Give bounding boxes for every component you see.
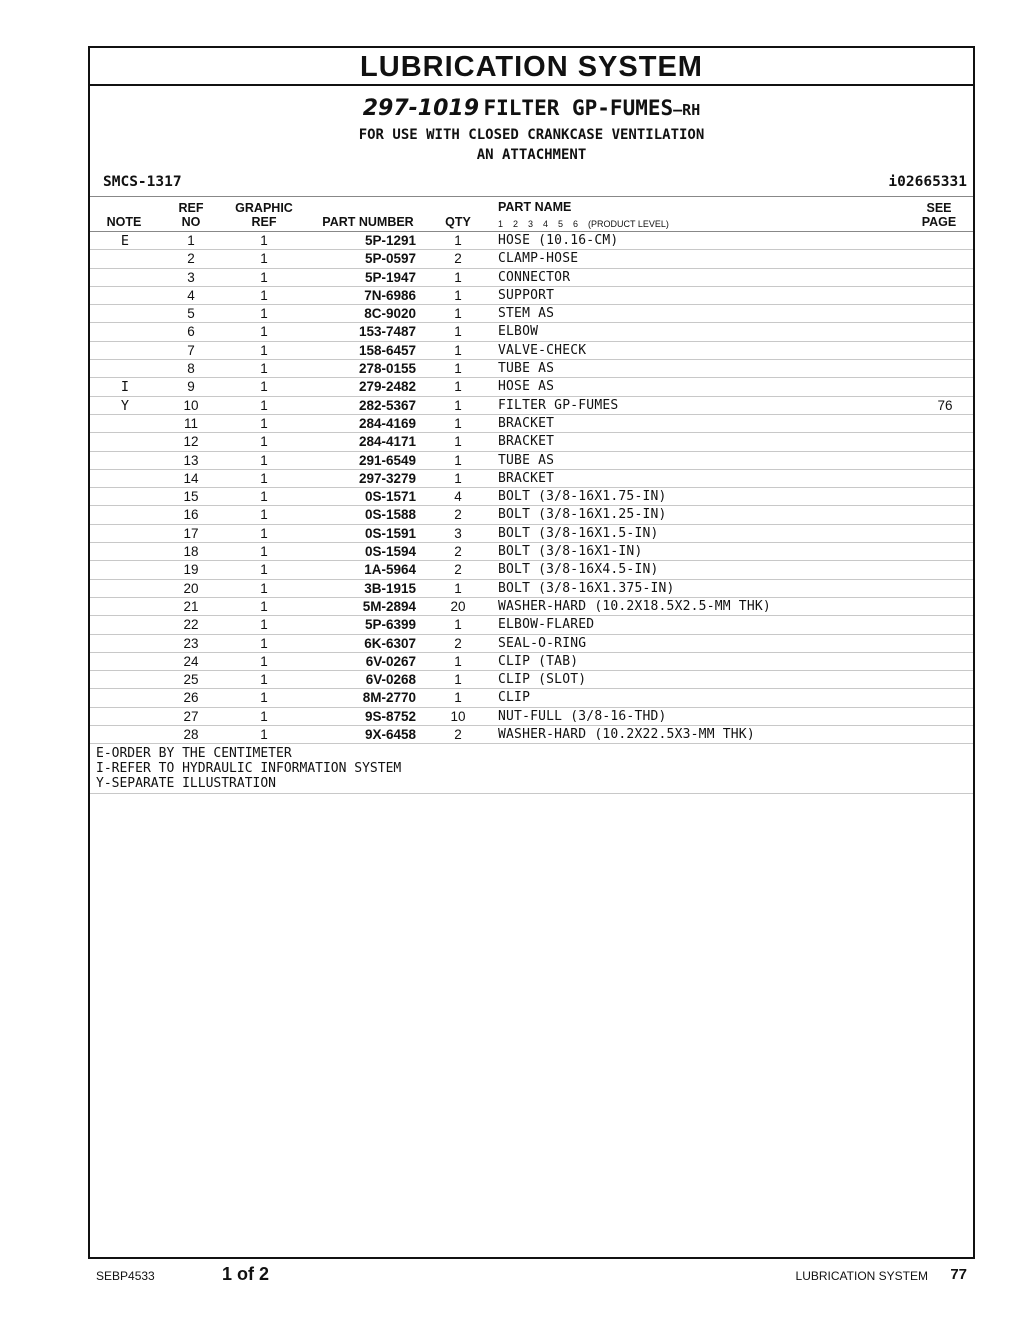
parts-page-frame — [88, 46, 975, 1259]
note-i: I-REFER TO HYDRAULIC INFORMATION SYSTEM — [96, 761, 402, 777]
row-part-name: CLIP (TAB) — [498, 653, 579, 669]
row-ref-no: 12 — [183, 434, 199, 450]
table-row — [90, 452, 973, 470]
row-part-name: CLIP (SLOT) — [498, 672, 587, 688]
row-part-name: BRACKET — [498, 434, 555, 450]
row-graphic-ref: 1 — [260, 452, 268, 468]
row-graphic-ref: 1 — [260, 580, 268, 596]
row-qty: 2 — [454, 544, 462, 560]
row-ref-no: 2 — [187, 251, 195, 267]
row-part-name: BOLT (3/8-16X1-IN) — [498, 544, 643, 560]
row-part-number: 0S-1594 — [364, 544, 416, 560]
row-ref-no: 7 — [187, 342, 195, 358]
row-qty: 3 — [454, 525, 462, 541]
row-graphic-ref: 1 — [260, 361, 268, 377]
row-qty: 10 — [450, 708, 466, 724]
row-graphic-ref: 1 — [260, 653, 268, 669]
note-e: E-ORDER BY THE CENTIMETER — [96, 746, 292, 762]
group-number: 297-1019 — [362, 96, 480, 121]
row-qty: 1 — [454, 415, 462, 431]
illustration-code: i02665331 — [888, 174, 967, 190]
table-row — [90, 250, 973, 268]
row-qty: 2 — [454, 727, 462, 743]
row-part-number: 5M-2894 — [362, 598, 416, 614]
row-part-number: 0S-1588 — [364, 507, 416, 523]
row-part-name: HOSE (10.16-CM) — [498, 233, 619, 248]
table-row — [90, 287, 973, 305]
row-ref-no: 13 — [183, 452, 199, 468]
table-row — [90, 415, 973, 433]
footer-section: LUBRICATION SYSTEM — [795, 1269, 928, 1283]
row-graphic-ref: 1 — [260, 470, 268, 486]
row-qty: 1 — [454, 306, 462, 322]
row-part-name: ELBOW-FLARED — [498, 617, 595, 633]
row-graphic-ref: 1 — [260, 489, 268, 505]
row-part-name: TUBE AS — [498, 452, 555, 468]
row-graphic-ref: 1 — [260, 672, 268, 688]
row-qty: 1 — [454, 287, 462, 303]
row-part-number: 297-3279 — [358, 470, 416, 486]
row-part-number: 5P-1947 — [364, 269, 416, 285]
row-ref-no: 17 — [183, 525, 199, 541]
row-part-name: TUBE AS — [498, 361, 555, 377]
row-note: I — [120, 379, 130, 396]
table-row — [90, 232, 973, 250]
row-graphic-ref: 1 — [260, 525, 268, 541]
row-qty: 1 — [454, 342, 462, 358]
row-graphic-ref: 1 — [260, 233, 268, 248]
row-ref-no: 26 — [183, 690, 199, 706]
row-part-number: 8C-9020 — [364, 306, 416, 322]
header-ref-bottom: NO — [181, 215, 201, 229]
row-part-number: 7N-6986 — [364, 287, 416, 303]
table-row — [90, 378, 973, 396]
row-ref-no: 8 — [187, 361, 195, 377]
row-part-name: STEM AS — [498, 306, 555, 322]
row-ref-no: 25 — [183, 672, 199, 688]
row-part-name: HOSE AS — [498, 379, 555, 395]
row-qty: 1 — [454, 233, 462, 248]
table-row — [90, 580, 973, 598]
row-part-name: WASHER-HARD (10.2X18.5X2.5-MM THK) — [498, 598, 771, 614]
row-ref-no: 6 — [187, 324, 195, 340]
row-part-name: SEAL-O-RING — [498, 635, 587, 651]
row-ref-no: 16 — [183, 507, 199, 523]
row-ref-no: 9 — [187, 379, 195, 395]
row-part-name: BOLT (3/8-16X1.25-IN) — [498, 507, 667, 523]
row-graphic-ref: 1 — [260, 617, 268, 633]
table-row — [90, 598, 973, 616]
row-part-number: 282-5367 — [358, 397, 416, 413]
row-ref-no: 18 — [183, 544, 199, 560]
row-ref-no: 3 — [187, 269, 195, 285]
row-ref-no: 27 — [183, 708, 199, 724]
header-see-top: SEE — [926, 201, 952, 215]
row-qty: 1 — [454, 269, 462, 285]
table-row — [90, 269, 973, 287]
table-row — [90, 305, 973, 323]
row-graphic-ref: 1 — [260, 269, 268, 285]
row-part-number: 284-4169 — [358, 415, 416, 431]
row-note: E — [120, 233, 130, 249]
row-qty: 1 — [454, 672, 462, 688]
header-qty: QTY — [445, 215, 471, 229]
table-row — [90, 561, 973, 579]
table-row — [90, 708, 973, 726]
row-graphic-ref: 1 — [260, 708, 268, 724]
row-qty: 2 — [454, 635, 462, 651]
row-graphic-ref: 1 — [260, 727, 268, 743]
table-row — [90, 671, 973, 689]
row-qty: 1 — [454, 470, 462, 486]
row-ref-no: 15 — [183, 489, 199, 505]
table-row — [90, 433, 973, 451]
row-part-number: 9X-6458 — [364, 727, 416, 743]
row-graphic-ref: 1 — [260, 562, 268, 578]
row-part-name: BRACKET — [498, 470, 555, 486]
row-graphic-ref: 1 — [260, 598, 268, 614]
row-ref-no: 5 — [187, 306, 195, 322]
parts-table-body — [90, 232, 973, 744]
row-part-name: FILTER GP-FUMES — [498, 397, 619, 413]
row-part-number: 9S-8752 — [364, 708, 416, 724]
row-part-name: BOLT (3/8-16X4.5-IN) — [498, 562, 659, 578]
row-part-number: 5P-0597 — [364, 251, 416, 267]
header-graphic-bottom: REF — [251, 215, 277, 229]
table-row — [90, 635, 973, 653]
row-part-name: CLAMP-HOSE — [498, 251, 579, 267]
row-part-number: 158-6457 — [358, 342, 416, 358]
row-part-number: 291-6549 — [358, 452, 416, 468]
row-part-number: 279-2482 — [358, 379, 416, 395]
notes-section — [90, 744, 973, 794]
header-part-number: PART NUMBER — [322, 215, 414, 229]
row-ref-no: 14 — [183, 470, 199, 486]
row-part-name: CLIP — [498, 690, 531, 706]
row-graphic-ref: 1 — [260, 287, 268, 303]
header-product-level: 1 2 3 4 5 6 (PRODUCT LEVEL) — [498, 219, 669, 229]
row-part-name: VALVE-CHECK — [498, 342, 587, 358]
row-part-number: 5P-6399 — [364, 617, 416, 633]
row-part-name: BOLT (3/8-16X1.375-IN) — [498, 580, 675, 596]
footer-page-number: 77 — [950, 1266, 967, 1283]
row-qty: 1 — [454, 434, 462, 450]
row-qty: 1 — [454, 397, 462, 413]
header-see-bottom: PAGE — [921, 215, 957, 229]
row-graphic-ref: 1 — [260, 324, 268, 340]
table-row — [90, 506, 973, 524]
row-graphic-ref: 1 — [260, 507, 268, 523]
row-ref-no: 10 — [183, 397, 199, 413]
row-graphic-ref: 1 — [260, 379, 268, 395]
row-part-number: 6V-0268 — [365, 672, 416, 688]
table-row — [90, 616, 973, 634]
row-ref-no: 4 — [187, 287, 195, 303]
row-part-name: SUPPORT — [498, 287, 555, 303]
header-ref-top: REF — [178, 201, 204, 215]
row-ref-no: 19 — [183, 562, 199, 578]
table-row — [90, 360, 973, 378]
table-row — [90, 470, 973, 488]
row-qty: 1 — [454, 690, 462, 706]
row-part-number: 6K-6307 — [364, 635, 416, 651]
row-part-name: WASHER-HARD (10.2X22.5X3-MM THK) — [498, 727, 755, 743]
header-graphic-top: GRAPHIC — [235, 201, 293, 215]
table-row — [90, 488, 973, 506]
row-qty: 2 — [454, 251, 462, 267]
footer-doc-number: SEBP4533 — [96, 1269, 155, 1283]
row-note: Y — [120, 397, 130, 414]
row-graphic-ref: 1 — [260, 690, 268, 706]
table-row — [90, 342, 973, 360]
row-qty: 4 — [454, 489, 462, 505]
group-usage-line: FOR USE WITH CLOSED CRANKCASE VENTILATION — [358, 127, 705, 143]
row-part-number: 8M-2770 — [362, 690, 416, 706]
row-qty: 1 — [454, 653, 462, 669]
row-part-name: BOLT (3/8-16X1.75-IN) — [498, 489, 667, 505]
row-graphic-ref: 1 — [260, 434, 268, 450]
row-ref-no: 20 — [183, 580, 199, 596]
note-y: Y-SEPARATE ILLUSTRATION — [96, 776, 277, 792]
table-row — [90, 689, 973, 707]
row-part-number: 5P-1291 — [364, 233, 416, 248]
row-qty: 1 — [454, 324, 462, 340]
row-part-number: 0S-1571 — [364, 489, 416, 505]
smcs-code: SMCS-1317 — [103, 174, 182, 190]
row-part-name: BRACKET — [498, 415, 555, 431]
header-part-name: PART NAME — [498, 200, 572, 214]
table-header — [90, 196, 973, 232]
table-row — [90, 543, 973, 561]
table-row — [90, 397, 973, 415]
row-part-number: 153-7487 — [358, 324, 416, 340]
row-qty: 2 — [454, 562, 462, 578]
row-qty: 1 — [454, 580, 462, 596]
row-ref-no: 24 — [183, 653, 199, 669]
row-part-number: 0S-1591 — [364, 525, 416, 541]
row-graphic-ref: 1 — [260, 635, 268, 651]
group-title — [90, 94, 973, 125]
row-ref-no: 23 — [183, 635, 199, 651]
section-title: LUBRICATION SYSTEM — [90, 48, 973, 86]
row-ref-no: 28 — [183, 727, 199, 743]
row-qty: 1 — [454, 617, 462, 633]
row-ref-no: 1 — [187, 233, 195, 248]
row-part-number: 6V-0267 — [365, 653, 416, 669]
group-name: FILTER GP-FUMES — [483, 96, 674, 120]
row-part-name: CONNECTOR — [498, 269, 571, 285]
row-part-name: ELBOW — [498, 324, 539, 340]
row-ref-no: 21 — [183, 598, 199, 614]
group-attachment-line: AN ATTACHMENT — [476, 147, 587, 163]
page-footer — [0, 1264, 1020, 1288]
row-part-number: 1A-5964 — [364, 562, 416, 578]
row-part-name: BOLT (3/8-16X1.5-IN) — [498, 525, 659, 541]
row-graphic-ref: 1 — [260, 397, 268, 413]
row-graphic-ref: 1 — [260, 415, 268, 431]
row-graphic-ref: 1 — [260, 342, 268, 358]
code-line — [90, 172, 973, 194]
row-ref-no: 11 — [183, 415, 198, 431]
group-side: —RH — [673, 101, 701, 119]
row-part-number: 284-4171 — [358, 434, 416, 450]
row-graphic-ref: 1 — [260, 544, 268, 560]
table-row — [90, 653, 973, 671]
footer-page-of: 1 of 2 — [222, 1264, 270, 1284]
row-ref-no: 22 — [183, 617, 199, 633]
row-see-page: 76 — [937, 397, 953, 413]
row-qty: 1 — [454, 452, 462, 468]
row-part-number: 278-0155 — [358, 361, 416, 377]
row-qty: 1 — [454, 361, 462, 377]
row-qty: 20 — [450, 598, 466, 614]
table-row — [90, 726, 973, 744]
row-part-name: NUT-FULL (3/8-16-THD) — [498, 708, 667, 724]
table-row — [90, 525, 973, 543]
row-part-number: 3B-1915 — [364, 580, 416, 596]
row-graphic-ref: 1 — [260, 251, 268, 267]
header-note: NOTE — [106, 215, 142, 229]
table-row — [90, 323, 973, 341]
row-qty: 2 — [454, 507, 462, 523]
row-qty: 1 — [454, 379, 462, 395]
row-graphic-ref: 1 — [260, 306, 268, 322]
